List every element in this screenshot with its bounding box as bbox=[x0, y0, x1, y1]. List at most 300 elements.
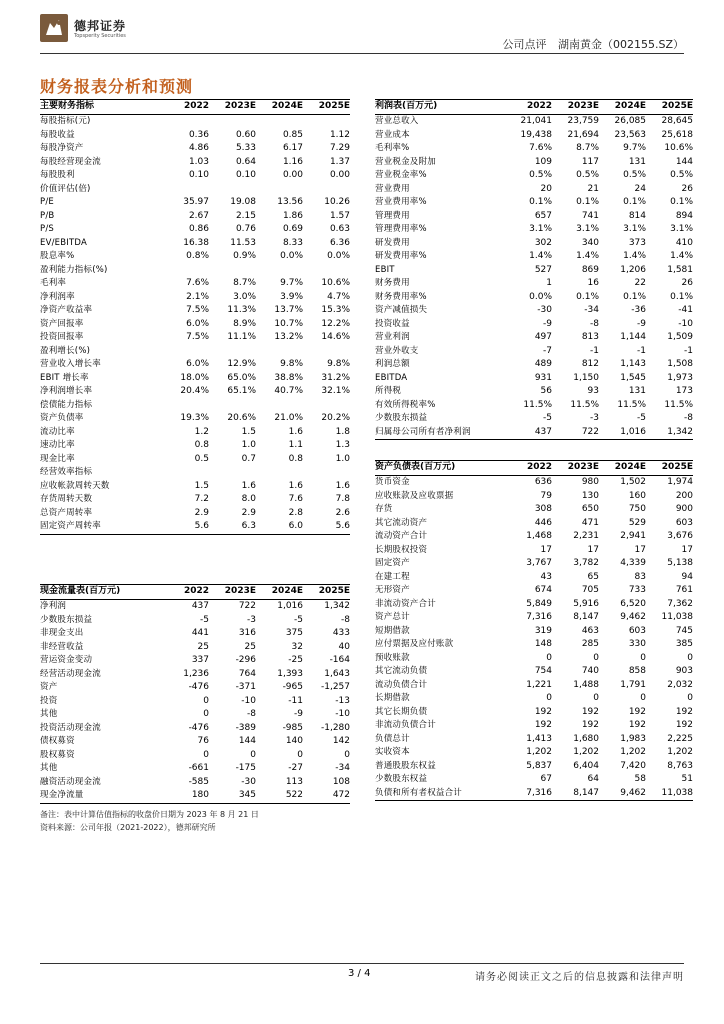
cell-value bbox=[256, 399, 303, 413]
cell-value bbox=[209, 183, 256, 197]
cell-value: -965 bbox=[282, 682, 303, 692]
cell-value: 1.12 bbox=[329, 129, 350, 140]
cell-value: 8,763 bbox=[667, 760, 693, 771]
row-label: 非现金支出 bbox=[40, 628, 84, 638]
cell-value: 0 bbox=[546, 693, 552, 703]
cell-value: 1,413 bbox=[526, 733, 552, 744]
table-row bbox=[375, 304, 693, 318]
cell-value: 1.8 bbox=[335, 426, 350, 437]
cell-value: 26 bbox=[681, 183, 693, 194]
cell-value: 1,581 bbox=[667, 264, 693, 275]
cell-value: 0.63 bbox=[329, 224, 350, 234]
cell-value: 869 bbox=[581, 264, 599, 275]
cell-value: -5 bbox=[200, 614, 209, 625]
cell-value: -296 bbox=[235, 655, 256, 665]
cell-value: 25 bbox=[244, 641, 256, 652]
table-row bbox=[375, 210, 693, 224]
cell-value: 148 bbox=[534, 639, 552, 649]
table-row bbox=[375, 129, 693, 143]
cell-value: 1,502 bbox=[620, 477, 646, 487]
cell-value: 43 bbox=[540, 571, 552, 582]
cell-value: 4.7% bbox=[327, 291, 350, 302]
cell-value: 1,202 bbox=[620, 747, 646, 757]
table-row bbox=[40, 776, 350, 790]
row-label: 有效所得税率% bbox=[375, 399, 436, 410]
year-header: 2023E bbox=[209, 100, 256, 115]
cell-value: 345 bbox=[209, 789, 256, 803]
table-row bbox=[40, 708, 350, 722]
row-label: 应收账款及应收票据 bbox=[375, 490, 454, 501]
row-label: 营业费用 bbox=[375, 183, 410, 194]
cell-value: 2.8 bbox=[288, 507, 303, 518]
cell-value: 4.86 bbox=[188, 143, 209, 153]
cell-value: 10.26 bbox=[324, 197, 350, 207]
table-row bbox=[375, 665, 693, 679]
cell-value: 0.5 bbox=[194, 453, 209, 464]
cell-value: 1,468 bbox=[526, 531, 552, 541]
cell-value: 0.1% bbox=[623, 197, 646, 207]
cell-value: 2.15 bbox=[235, 210, 256, 221]
cell-value: 24 bbox=[634, 183, 646, 194]
cell-value: 1.6 bbox=[288, 426, 303, 437]
cell-value: 285 bbox=[581, 639, 599, 649]
table-row bbox=[40, 641, 350, 655]
cell-value: 160 bbox=[628, 490, 646, 501]
cell-value: 330 bbox=[628, 639, 646, 649]
cell-value bbox=[209, 466, 256, 480]
cell-value: 11.1% bbox=[227, 332, 256, 342]
row-label: 预收账款 bbox=[375, 652, 410, 663]
cell-value: 13.7% bbox=[274, 305, 303, 315]
row-label: P/E bbox=[40, 197, 54, 207]
year-header: 2023E bbox=[209, 585, 256, 600]
report-type: 公司点评 bbox=[502, 38, 547, 51]
cell-value: 131 bbox=[628, 386, 646, 396]
cell-value: 3,782 bbox=[573, 558, 599, 568]
table-row bbox=[375, 517, 693, 531]
cell-value: 1,643 bbox=[324, 668, 350, 679]
cell-value: 8.7% bbox=[233, 278, 256, 288]
row-label: 资产回报率 bbox=[40, 318, 84, 329]
header-rule bbox=[40, 53, 684, 54]
row-label: 盈利增长(%) bbox=[40, 345, 91, 356]
table-row bbox=[40, 291, 350, 305]
table-row bbox=[40, 668, 350, 682]
table-row bbox=[375, 412, 693, 426]
cell-value: 813 bbox=[581, 332, 599, 342]
row-label: 现金净流量 bbox=[40, 789, 162, 803]
cell-value: 761 bbox=[675, 585, 693, 595]
cell-value: 17 bbox=[634, 544, 646, 555]
table-row bbox=[375, 264, 693, 278]
cell-value: 25,618 bbox=[661, 129, 693, 140]
main-indicators-table bbox=[40, 99, 350, 535]
cell-value: -1,280 bbox=[320, 722, 350, 733]
cell-value bbox=[256, 264, 303, 278]
table-row bbox=[40, 331, 350, 345]
cell-value: 25 bbox=[197, 641, 209, 652]
year-header: 2023E bbox=[552, 100, 599, 115]
cell-value: 1,974 bbox=[667, 477, 693, 487]
cash-flow-table bbox=[40, 584, 350, 804]
table-row bbox=[40, 277, 350, 291]
cell-value: 117 bbox=[581, 156, 599, 167]
cell-value: 674 bbox=[534, 585, 552, 595]
year-header: 2022 bbox=[505, 100, 552, 115]
row-label: 归属母公司所有者净利润 bbox=[375, 426, 505, 440]
cell-value: 17 bbox=[540, 544, 552, 555]
cell-value: 16 bbox=[587, 278, 599, 288]
table-row bbox=[375, 476, 693, 490]
cell-value: 0 bbox=[687, 652, 693, 663]
cell-value: 1,202 bbox=[526, 747, 552, 757]
cell-value: 9,462 bbox=[620, 612, 646, 622]
cell-value: 65.0% bbox=[227, 372, 256, 383]
row-label: 流动负债合计 bbox=[375, 679, 428, 690]
cell-value: 1.4% bbox=[670, 251, 693, 261]
cell-value: 373 bbox=[628, 237, 646, 248]
cell-value: 980 bbox=[581, 477, 599, 487]
cell-value: 527 bbox=[534, 264, 552, 275]
row-label: P/B bbox=[40, 210, 55, 221]
row-label: 债权募资 bbox=[40, 736, 75, 746]
cell-value: 83 bbox=[634, 571, 646, 582]
cell-value bbox=[162, 466, 209, 480]
cell-value: 446 bbox=[534, 517, 552, 528]
table-row bbox=[40, 142, 350, 156]
table-row bbox=[375, 773, 693, 787]
row-label: P/S bbox=[40, 224, 54, 234]
row-label: 投资收益 bbox=[375, 318, 410, 329]
table-row bbox=[40, 304, 350, 318]
cell-value: 375 bbox=[285, 628, 303, 638]
year-header: 2024E bbox=[599, 100, 646, 115]
cell-value: -8 bbox=[341, 614, 350, 625]
cell-value: 18.0% bbox=[180, 372, 209, 383]
cell-value: 11.5% bbox=[664, 399, 693, 410]
cell-value: 2,225 bbox=[667, 733, 693, 744]
cell-value: 1,221 bbox=[526, 679, 552, 690]
cell-value: 2.67 bbox=[188, 210, 209, 221]
cell-value bbox=[162, 264, 209, 278]
cell-value bbox=[256, 345, 303, 359]
cell-value: 754 bbox=[534, 666, 552, 676]
cell-value: -1 bbox=[637, 345, 646, 356]
cell-value: 140 bbox=[285, 736, 303, 746]
cell-value: 5,849 bbox=[526, 598, 552, 609]
cell-value: 32 bbox=[291, 641, 303, 652]
cell-value: 1,342 bbox=[646, 426, 693, 440]
cell-value: -5 bbox=[543, 413, 552, 423]
cell-value: 0 bbox=[687, 693, 693, 703]
cell-value: 437 bbox=[191, 601, 209, 611]
row-label: 营业总收入 bbox=[375, 116, 419, 126]
cell-value: 6.3 bbox=[209, 520, 256, 534]
table-row bbox=[40, 169, 350, 183]
cell-value: 3.1% bbox=[576, 224, 599, 234]
cell-value: 8.0 bbox=[241, 494, 256, 504]
cell-value: 385 bbox=[675, 639, 693, 649]
cell-value: 657 bbox=[534, 210, 552, 221]
table-row bbox=[40, 722, 350, 736]
year-header: 2025E bbox=[303, 585, 350, 600]
cell-value: 7.2 bbox=[194, 494, 209, 504]
cell-value: 22 bbox=[634, 278, 646, 288]
table-row bbox=[375, 372, 693, 386]
table-row bbox=[40, 614, 350, 628]
row-label: 资产负债率 bbox=[40, 413, 84, 423]
row-label: 资产减值损失 bbox=[375, 305, 428, 315]
cell-value: 6.0% bbox=[186, 359, 209, 369]
table-row bbox=[40, 412, 350, 426]
cell-value: 858 bbox=[628, 666, 646, 676]
cell-value: 1.3 bbox=[335, 440, 350, 450]
row-label: 速动比率 bbox=[40, 440, 75, 450]
cell-value bbox=[303, 399, 350, 413]
cell-value: 7.5% bbox=[186, 332, 209, 342]
row-label: 经营活动现金流 bbox=[40, 668, 101, 679]
row-label: EBIT bbox=[375, 264, 395, 275]
row-label: 存货 bbox=[375, 504, 393, 514]
cell-value: 65.1% bbox=[227, 386, 256, 396]
cell-value: 1,206 bbox=[620, 264, 646, 275]
row-label: 财务费用率% bbox=[375, 291, 427, 302]
cell-value bbox=[256, 466, 303, 480]
cell-value: 3.1% bbox=[529, 224, 552, 234]
cell-value: 0.86 bbox=[188, 224, 209, 234]
cell-value: 1.6 bbox=[335, 480, 350, 491]
row-label: 少数股东损益 bbox=[375, 413, 428, 423]
cell-value: 21 bbox=[587, 183, 599, 194]
cell-value: 131 bbox=[628, 156, 646, 167]
table-row bbox=[375, 115, 693, 129]
cell-value: -1,257 bbox=[320, 682, 350, 692]
cell-value: 0.69 bbox=[282, 224, 303, 234]
cell-value: 2.1% bbox=[186, 291, 209, 302]
row-label: 实收资本 bbox=[375, 747, 410, 757]
cell-value: 8,147 bbox=[573, 612, 599, 622]
cell-value: 1.37 bbox=[329, 156, 350, 167]
cell-value: 1.4% bbox=[529, 251, 552, 261]
cell-value: 40.7% bbox=[274, 386, 303, 396]
cell-value: -8 bbox=[247, 709, 256, 719]
cell-value: 65 bbox=[587, 571, 599, 582]
brand-name: 德邦证券 bbox=[74, 19, 127, 33]
cell-value: 522 bbox=[256, 789, 303, 803]
table-row bbox=[375, 706, 693, 720]
table-row bbox=[40, 480, 350, 494]
page-number: 3 / 4 bbox=[348, 968, 371, 979]
table-row bbox=[375, 399, 693, 413]
table-row bbox=[375, 530, 693, 544]
cell-value: 7,316 bbox=[505, 787, 552, 801]
cell-value: 1,202 bbox=[573, 747, 599, 757]
cell-value: 1,342 bbox=[324, 601, 350, 611]
cell-value: 1,791 bbox=[620, 679, 646, 690]
cell-value: 0.5% bbox=[623, 170, 646, 180]
table-row bbox=[40, 439, 350, 453]
row-label: 普通股股东权益 bbox=[375, 760, 436, 771]
cell-value: -3 bbox=[247, 614, 256, 625]
cell-value: 26,085 bbox=[614, 116, 646, 126]
table-row bbox=[40, 654, 350, 668]
cell-value: 489 bbox=[534, 359, 552, 369]
cell-value bbox=[209, 399, 256, 413]
cell-value: 19,438 bbox=[520, 129, 552, 140]
cell-value: 0.10 bbox=[188, 170, 209, 180]
cell-value: 3.1% bbox=[623, 224, 646, 234]
cell-value: 16.38 bbox=[183, 237, 209, 248]
cell-value: 142 bbox=[332, 736, 350, 746]
cell-value: 6.0 bbox=[256, 520, 303, 534]
cell-value: 192 bbox=[675, 720, 693, 730]
table-row bbox=[375, 787, 693, 801]
cell-value: 7.6% bbox=[529, 143, 552, 153]
row-label: 应付票据及应付账款 bbox=[375, 639, 454, 649]
table-row bbox=[375, 625, 693, 639]
table-row bbox=[40, 115, 350, 129]
cell-value: -476 bbox=[188, 722, 209, 733]
row-label: EV/EBITDA bbox=[40, 237, 87, 248]
cell-value: 750 bbox=[628, 504, 646, 514]
table-row bbox=[40, 681, 350, 695]
cell-value: 764 bbox=[238, 668, 256, 679]
row-label: 非流动负债合计 bbox=[375, 720, 436, 730]
cell-value: 2,941 bbox=[620, 531, 646, 541]
row-label: 资产总计 bbox=[375, 612, 410, 622]
row-label: 偿债能力指标 bbox=[40, 399, 93, 410]
cell-value: 894 bbox=[675, 210, 693, 221]
row-label: 少数股东损益 bbox=[40, 614, 93, 625]
table-row bbox=[375, 345, 693, 359]
cell-value: -3 bbox=[590, 413, 599, 423]
row-label: 其它长期负债 bbox=[375, 706, 428, 717]
year-header: 2022 bbox=[162, 585, 209, 600]
table-row bbox=[40, 600, 350, 614]
cell-value: 1,509 bbox=[667, 332, 693, 342]
cell-value: 19.3% bbox=[180, 413, 209, 423]
cell-value: 1,150 bbox=[573, 372, 599, 383]
cell-value: 1.1 bbox=[288, 440, 303, 450]
cell-value: 21,041 bbox=[520, 116, 552, 126]
table-row bbox=[40, 627, 350, 641]
cell-value: 1.0 bbox=[335, 453, 350, 464]
table-row bbox=[40, 466, 350, 480]
row-label: 其他 bbox=[40, 709, 58, 719]
row-label: EBITDA bbox=[375, 372, 408, 383]
cell-value: 741 bbox=[581, 210, 599, 221]
cell-value: 10.7% bbox=[274, 318, 303, 329]
cell-value: 192 bbox=[581, 720, 599, 730]
row-label: 营业税金率% bbox=[375, 170, 427, 180]
table-row bbox=[375, 385, 693, 399]
cell-value: 38.8% bbox=[274, 372, 303, 383]
cell-value: 31.2% bbox=[321, 372, 350, 383]
cell-value: 6.36 bbox=[329, 237, 350, 248]
cell-value: 113 bbox=[285, 776, 303, 787]
cell-value: 0.0% bbox=[529, 291, 552, 302]
row-label: 毛利率% bbox=[375, 143, 410, 153]
cell-value: -10 bbox=[335, 709, 350, 719]
cell-value: 0.60 bbox=[235, 129, 256, 140]
cell-value: 40 bbox=[338, 641, 350, 652]
row-label: 营业费用率% bbox=[375, 197, 427, 207]
table-title: 利润表(百万元) bbox=[375, 100, 505, 115]
cell-value: 8.33 bbox=[282, 237, 303, 248]
cell-value: 1.57 bbox=[329, 210, 350, 221]
table-row bbox=[40, 156, 350, 170]
table-row bbox=[375, 142, 693, 156]
row-label: 管理费用率% bbox=[375, 224, 427, 234]
row-label: 营业成本 bbox=[375, 129, 410, 140]
table-row bbox=[375, 291, 693, 305]
income-statement-table bbox=[375, 99, 693, 440]
cell-value: 5.6 bbox=[162, 520, 209, 534]
table-row bbox=[40, 264, 350, 278]
cell-value: 173 bbox=[675, 386, 693, 396]
cell-value: 0 bbox=[297, 749, 303, 760]
table-row bbox=[375, 426, 693, 440]
table-row bbox=[40, 223, 350, 237]
cell-value: 11.53 bbox=[230, 237, 256, 248]
cell-value: 900 bbox=[675, 504, 693, 514]
table-row bbox=[375, 584, 693, 598]
cell-value: 2,231 bbox=[573, 531, 599, 541]
cell-value: -27 bbox=[288, 763, 303, 773]
cell-value bbox=[162, 115, 209, 129]
cell-value: 192 bbox=[581, 706, 599, 717]
cell-value: 0.76 bbox=[235, 224, 256, 234]
table-row bbox=[40, 695, 350, 709]
cell-value: 0 bbox=[640, 693, 646, 703]
cell-value: 6,404 bbox=[573, 760, 599, 771]
cell-value: 812 bbox=[581, 359, 599, 369]
row-label: 股权募资 bbox=[40, 749, 75, 760]
row-label: EBIT 增长率 bbox=[40, 372, 89, 383]
row-label: 货币资金 bbox=[375, 477, 410, 487]
year-header: 2022 bbox=[162, 100, 209, 115]
cell-value: 1,488 bbox=[573, 679, 599, 690]
cell-value: 0.8 bbox=[288, 453, 303, 464]
table-row bbox=[40, 520, 350, 534]
table-row bbox=[375, 250, 693, 264]
cell-value: 1.16 bbox=[282, 156, 303, 167]
cell-value: -164 bbox=[329, 655, 350, 665]
table-row bbox=[375, 719, 693, 733]
table-row bbox=[40, 372, 350, 386]
cell-value: 529 bbox=[628, 517, 646, 528]
cell-value: 497 bbox=[534, 332, 552, 342]
row-label: 其它流动负债 bbox=[375, 666, 428, 676]
cell-value: 7.8 bbox=[335, 494, 350, 504]
cell-value: 4,339 bbox=[620, 558, 646, 568]
cell-value bbox=[162, 399, 209, 413]
cell-value: 0.5% bbox=[576, 170, 599, 180]
row-label: 固定资产 bbox=[375, 558, 410, 568]
year-header: 2022 bbox=[505, 461, 552, 476]
cell-value: 13.56 bbox=[277, 197, 303, 207]
cell-value: 337 bbox=[191, 655, 209, 665]
cell-value: 0.8 bbox=[194, 440, 209, 450]
cell-value: -371 bbox=[235, 682, 256, 692]
table-row bbox=[375, 318, 693, 332]
cell-value: 192 bbox=[534, 720, 552, 730]
table-title: 现金流量表(百万元) bbox=[40, 585, 162, 600]
year-header: 2023E bbox=[552, 461, 599, 476]
cell-value: 1.6 bbox=[288, 480, 303, 491]
row-label: 营业收入增长率 bbox=[40, 359, 101, 369]
cell-value: 20.4% bbox=[180, 386, 209, 396]
